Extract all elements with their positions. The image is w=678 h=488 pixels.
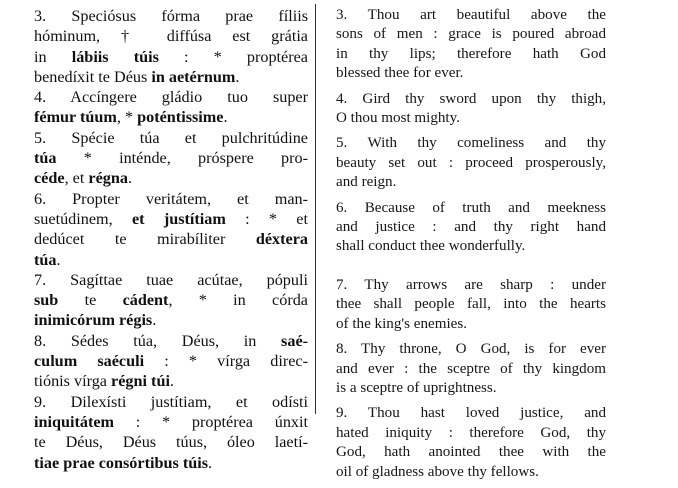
english-line	[320, 424, 606, 443]
english-line	[320, 443, 606, 462]
english-text: Thy throne, O God, is for ever	[361, 341, 606, 358]
english-line	[320, 463, 606, 482]
english-text: God, hath anointed thee with the	[336, 444, 606, 461]
latin-text: culum saéculi	[34, 352, 145, 371]
english-text: O thou most mighty.	[336, 110, 460, 127]
english-line	[320, 154, 606, 173]
verse-number: 6.	[336, 199, 365, 216]
english-line	[320, 218, 606, 237]
latin-line	[12, 107, 308, 127]
english-line	[320, 379, 606, 398]
verse-number: 9.	[34, 392, 71, 411]
latin-text: * inténde, próspere pro-	[56, 149, 308, 168]
latin-text: in aetérnum	[151, 67, 236, 86]
english-text: of the king's enemies.	[336, 315, 467, 332]
english-line	[320, 45, 606, 64]
latin-text: .	[235, 67, 240, 86]
latin-text: túa	[34, 149, 57, 168]
latin-text: .	[127, 169, 132, 188]
latin-text: et justítiam	[131, 209, 226, 228]
verse-number: 7.	[34, 270, 71, 289]
english-verse-5	[320, 134, 606, 192]
latin-text: régna	[88, 169, 128, 188]
latin-text: céde	[34, 169, 65, 188]
latin-text: déxtera	[255, 230, 308, 249]
latin-line	[12, 331, 308, 351]
latin-text: te	[58, 291, 123, 310]
english-line	[320, 109, 606, 128]
latin-line	[12, 47, 308, 67]
english-text: in thy lips; therefore hath God	[336, 45, 606, 62]
english-text: hated iniquity : therefore God, thy	[336, 424, 606, 441]
latin-text: iniquitátem	[34, 412, 115, 431]
latin-text: .	[152, 311, 157, 330]
latin-line	[12, 209, 308, 229]
latin-text: .	[56, 250, 61, 269]
latin-text: régni túi	[111, 372, 170, 391]
english-text: Thy arrows are sharp : under	[364, 276, 607, 293]
latin-text: saé-	[281, 331, 309, 350]
latin-text: fémur túum	[34, 108, 117, 127]
verse-number: 3.	[34, 7, 72, 25]
latin-text: túa	[34, 250, 57, 269]
latin-text: poténtissime	[137, 108, 224, 127]
english-text: Because of truth and meekness	[364, 199, 606, 216]
english-line	[320, 6, 606, 25]
verse-number: 5.	[336, 135, 368, 152]
english-verse-4	[320, 90, 606, 129]
verse-number: 8.	[34, 331, 71, 350]
column-divider	[315, 4, 316, 414]
english-text: sons of men : grace is poured abroad	[336, 26, 606, 43]
english-verse-3	[320, 6, 606, 84]
english-line	[320, 134, 606, 153]
latin-line	[12, 6, 308, 26]
latin-line	[12, 453, 308, 473]
latin-line	[12, 412, 308, 432]
latin-text: , *	[116, 108, 138, 127]
english-line	[320, 173, 606, 192]
english-text: Gird thy sword upon thy thigh,	[362, 90, 607, 107]
english-line	[320, 276, 606, 295]
verse-number: 4.	[34, 88, 71, 107]
latin-line	[12, 148, 308, 168]
english-text: beauty set out : proceed prosperously,	[336, 154, 606, 171]
latin-text: suetúdinem,	[34, 209, 132, 228]
english-text: blessed thee for ever.	[336, 65, 464, 82]
latin-verse-9	[12, 392, 308, 473]
latin-line	[12, 310, 308, 330]
english-line	[320, 315, 606, 334]
latin-text: tiae prae consórtibus túis	[34, 453, 209, 472]
english-line	[320, 64, 606, 83]
latin-line	[12, 87, 308, 107]
latin-line	[12, 290, 308, 310]
latin-text: Sagíttae tuae acútae, pópuli	[70, 270, 308, 289]
latin-text: , * in córda	[168, 291, 308, 310]
latin-line	[12, 67, 308, 87]
verse-number: 8.	[336, 341, 362, 358]
verse-number: 7.	[336, 276, 365, 293]
latin-text: in	[34, 47, 72, 66]
verse-number: 3.	[336, 7, 368, 23]
latin-text: Dilexísti justítiam, et odísti	[70, 392, 308, 411]
latin-line	[12, 168, 308, 188]
latin-text: dedúcet te mirabíliter	[34, 230, 256, 249]
english-line	[320, 90, 606, 109]
latin-line	[12, 351, 308, 371]
latin-text: tiónis vírga	[34, 372, 112, 391]
english-line	[320, 237, 606, 256]
latin-text: te Déus, Déus túus, óleo laetí-	[34, 433, 308, 452]
english-line	[320, 340, 606, 359]
english-text: Thou art beautiful above the	[367, 7, 606, 23]
latin-line	[12, 229, 308, 249]
latin-text: Sédes túa, Déus, in	[70, 331, 282, 350]
english-column	[320, 6, 606, 488]
latin-line	[12, 128, 308, 148]
english-text: oil of gladness above thy fellows.	[336, 463, 539, 480]
latin-line	[12, 432, 308, 452]
english-verse-9	[320, 404, 606, 482]
english-line	[320, 295, 606, 314]
english-verse-7	[320, 276, 606, 334]
latin-verse-6	[12, 189, 308, 270]
latin-text: sub	[34, 291, 59, 310]
latin-text: : * proptérea	[158, 47, 308, 66]
latin-text: : * proptérea únxit	[114, 412, 308, 431]
latin-verse-7	[12, 270, 308, 331]
latin-verse-8	[12, 331, 308, 392]
latin-text: lábiis túis	[71, 47, 159, 66]
latin-text: benedíxit te Déus	[34, 67, 152, 86]
verse-number: 4.	[336, 90, 363, 107]
latin-text: inimicórum régis	[34, 311, 153, 330]
english-verse-6	[320, 199, 606, 257]
latin-text: : * et	[225, 209, 308, 228]
latin-verse-3	[12, 6, 308, 87]
latin-line	[12, 371, 308, 391]
english-line	[320, 25, 606, 44]
english-text: is a sceptre of uprightness.	[336, 379, 497, 396]
latin-text: Accíngere gládio tuo super	[70, 88, 309, 107]
english-text: and justice : and thy right hand	[336, 219, 606, 236]
latin-text: .	[208, 453, 213, 472]
latin-text: cádent	[122, 291, 169, 310]
english-line	[320, 404, 606, 423]
verse-number: 6.	[34, 189, 73, 208]
latin-line	[12, 392, 308, 412]
latin-line	[12, 250, 308, 270]
latin-text: Propter veritátem, et man-	[72, 189, 309, 208]
latin-text: Speciósus fórma prae fíliis	[71, 7, 309, 25]
english-text: and reign.	[336, 174, 397, 191]
latin-verse-5	[12, 128, 308, 189]
latin-text: .	[169, 372, 174, 391]
latin-text: Spécie túa et pulchritúdine	[71, 128, 308, 147]
latin-text: , et	[64, 169, 89, 188]
english-verse-8	[320, 340, 606, 398]
latin-line	[12, 26, 308, 46]
verse-number: 5.	[34, 128, 72, 147]
latin-verse-4	[12, 87, 308, 128]
english-text: shall conduct thee wonderfully.	[336, 238, 526, 255]
latin-line	[12, 189, 308, 209]
latin-text: hóminum, † diffúsa est grátia	[34, 27, 308, 46]
latin-text: .	[223, 108, 228, 127]
english-text: With thy comeliness and thy	[367, 135, 606, 152]
latin-line	[12, 270, 308, 290]
english-text: thee shall people fall, into the hearts	[336, 296, 606, 313]
english-line	[320, 199, 606, 218]
latin-column	[12, 6, 308, 473]
english-line	[320, 360, 606, 379]
english-text: and ever : the sceptre of thy kingdom	[336, 360, 606, 377]
english-text: Thou hast loved justice, and	[367, 405, 606, 422]
verse-number: 9.	[336, 405, 368, 422]
latin-text: : * vírga direc-	[144, 352, 308, 371]
